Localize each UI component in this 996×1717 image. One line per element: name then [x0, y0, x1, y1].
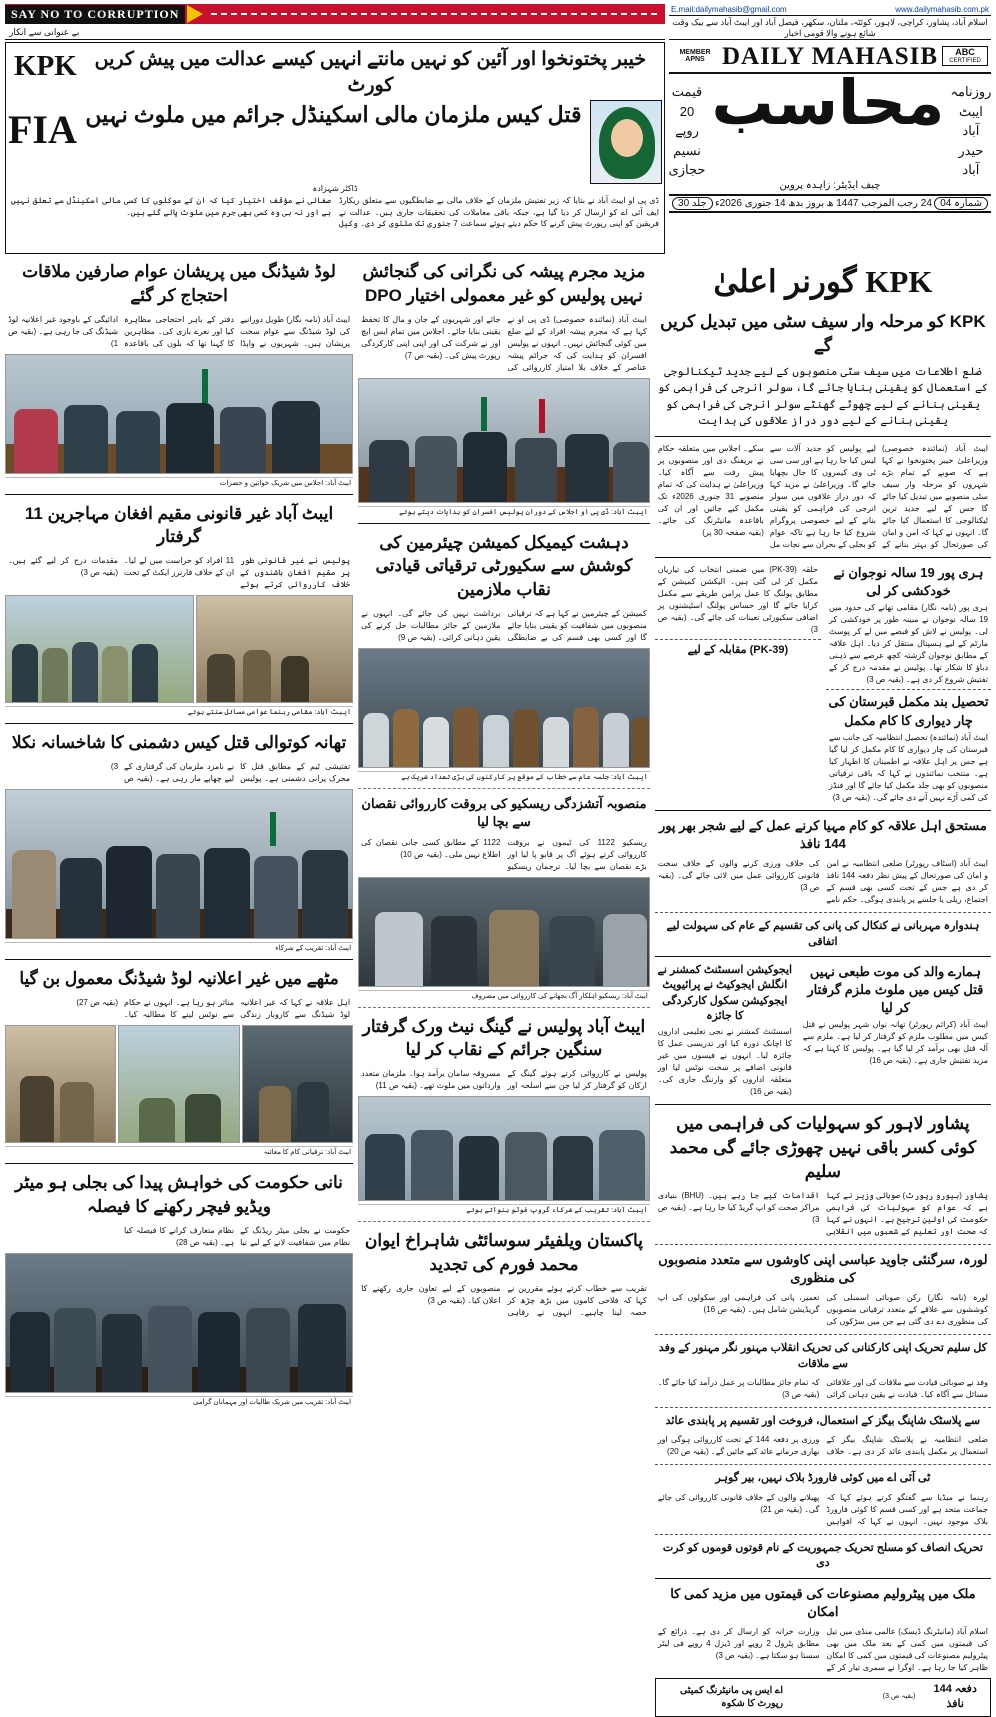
news7-body: ایبٹ آباد (کرائم رپورٹر) تھانہ نواں شہر پولیس نے قتل کیس میں مطلوب ملزم کو گرفتار کر لیا ہے۔ ملزم سے آلہ قتل بھی برآمد کر لیا گیا ہے۔ پولیس کا کہنا ہے کہ مزید تفتیش جاری ہے۔ (بقیہ ص 16)	[802, 1020, 988, 1066]
photo4-caption: ایبٹ آباد: تقریب کے شرکاء گروپ فوٹو بنواتے ہوئے	[358, 1204, 650, 1216]
banner-slogan: SAY NO TO CORRUPTION	[5, 5, 185, 24]
news3-body: ایبٹ آباد (نمائندہ) تحصیل انتظامیہ کی جانب سے قبرستان کی چار دیواری کا کام مکمل کر لیا گیا ہے جس پر اہل علاقہ نے اطمینان کا اظہار کیا ہے۔ منتخب نمائندوں نے کہا کہ باقی ترقیاتی منصوبوں کو بھی جلد مکمل کیا جائے گا اور فنڈز کی کمی آڑے نہیں آنے دی جائے گی۔ (بقیہ ص 3)	[829, 732, 988, 802]
photo-ceremony	[5, 1253, 353, 1393]
lead-headline-top: KPK خیبر پختونخوا اور آئین کو نہیں مانتے انہیں کیسے عدالت میں پیش کریں کورٹ	[8, 45, 662, 98]
colc-news1-title: لوڈ شیڈنگ میں پریشان عوام صارفین ملاقات احتجاج کر گئے	[22, 262, 336, 305]
website-label[interactable]: www.dailymahasib.com.pk	[895, 5, 989, 14]
photo-women-meeting	[5, 354, 353, 474]
colc-news3-body: تفتیشی ٹیم کے مطابق قتل کا محرک پرانی دشمنی ہے۔ پولیس نے نامزد ملزمان کی گرفتاری کے لیے چھاپے مار رہی ہے۔ (بقیہ ص 3)	[110, 762, 351, 784]
urdu-nameplate	[668, 66, 992, 180]
banner-subtext: بے عنوانی سے انکار	[5, 26, 665, 40]
news2-title: ہری پور 19 سالہ نوجوان نے خودکشی کر لی	[833, 564, 984, 599]
news7-title: ہمارے والد کی موت طبعی نہیں قتل کیس میں ملوث ملزم گرفتار کر لیا	[807, 963, 984, 1016]
photo-indoor-event	[5, 789, 353, 939]
apns-badge: MEMBER APNS	[679, 48, 711, 64]
colc-news3-title: تھانہ کوتوالی قتل کیس دشمنی کا شاخسانہ نکلا	[11, 733, 347, 753]
nameplate-side-left: روزنامہ ایبٹ آباد حیدر آباد	[950, 84, 992, 178]
masthead	[5, 4, 991, 254]
news15-title: ملک میں پیٹرولیم مصنوعات کی قیمتوں میں مزید کمی کا امکان	[670, 1585, 976, 1619]
lead-headline-row	[8, 100, 662, 184]
news15-body: اسلام آباد (مانیٹرنگ ڈیسک) عالمی منڈی میں تیل کی قیمتوں میں کمی کے بعد ملک میں بھی پیٹرولیم مصنوعات کی قیمتوں میں کمی کا امکان ظاہر کیا جا رہا ہے۔ اوگرا نے سمری تیار کر کے وزارت خزانہ کو ارسال کر دی ہے۔ ذرائع کے مطابق پٹرول 2 روپے اور ڈیزل 4 روپے فی لیٹر سستا ہو سکتا ہے۔ (بقیہ ص 3)	[657, 1626, 988, 1672]
news8-body: اسسٹنٹ کمشنر نے نجی تعلیمی اداروں کا اچانک دورہ کیا اور تدریسی عمل کا جائزہ لیا۔ انہوں نے فیسوں میں غیر قانونی اضافے پر سخت نوٹس لیا اور متعلقہ اداروں کو وارننگ جاری کی۔ (بقیہ ص 16)	[657, 1027, 792, 1097]
photo-row-site	[5, 1025, 353, 1143]
portrait-photo	[590, 100, 662, 184]
colc-news5-title: نانی حکومت کی خواہش پیدا کی بجلی ہو میٹر ویڈیو فیچر رکھنے کا فیصلہ	[15, 1173, 343, 1216]
fia-label: FIA	[8, 107, 77, 153]
colc-photo2-caption: ایبٹ آباد: مقامی رہنما عوامی مسائل سنتے ہوئے	[5, 706, 353, 718]
news2-extra: حلقہ (39-PK) میں ضمنی انتخاب کی تیاریاں مکمل کر لی گئی ہیں۔ الیکشن کمیشن کے مطابق پولنگ کا عمل پرامن طریقے سے مکمل کرایا جائے گا اور حساس پولنگ اسٹیشنوں پر اضافی سکیورٹی تعینات کی جائے گی۔ (بقیہ ص 3)	[657, 564, 818, 634]
masthead-nameplate	[669, 4, 991, 254]
colb-news4-body: پولیس نے کارروائی کرتے ہوئے گینگ کے ارکان کو گرفتار کر لیا جن سے اسلحہ اور مسروقہ سامان برآمد ہوا۔ ملزمان متعدد وارداتوں میں ملوث تھے۔ (بقیہ ص 11)	[361, 1069, 647, 1091]
main-headline: KPK گورنر اعلیٰ	[713, 264, 933, 299]
colb-news3-title: منصوبہ آتشزدگی ریسکیو کی بروقت کارروائی نقصان سے بچا لیا	[361, 796, 647, 830]
photo-dpo-meeting	[358, 378, 650, 503]
news5-title: ہندوارہ مہربانی نے کنکال کی پانی کی تقسیم کے عام کی سہولت لیے اتفاقی	[666, 920, 980, 948]
hijri-date: 24 رجب المرجب 1447 ھ	[826, 197, 932, 209]
photo3-caption: ایبٹ آباد: ریسکیو اہلکار آگ بجھانے کی کارروائی میں مصروف	[358, 990, 650, 1002]
issue-label: شمارہ 04	[934, 197, 988, 210]
main-subtitle: ضلع اطلاعات میں سیف سٹی منصوبوں کے لیے جدید ٹیکنالوجی کے استعمال کو یقینی بنایا جائے گا، سولر انرجی کی فراہمی کو یقینی بنانے کے لیے چھوٹے گھنٹے سولر انرجی کی فراہمی کو یقینی بنانے کے لیے دور دراز علاقوں کی ہدایت	[657, 365, 988, 428]
colc-news4-body: اہل علاقہ نے کہا کہ غیر اعلانیہ لوڈ شیڈنگ سے کاروبار زندگی متاثر ہو رہا ہے۔ انہوں نے حکام سے نوٹس لینے کا مطالبہ کیا۔ (بقیہ ص 27)	[76, 998, 351, 1020]
colc-photo1-caption: ایبٹ آباد: اجلاس میں شریک خواتین و حضرات	[5, 477, 353, 489]
lead-headline-box	[5, 42, 665, 254]
photo1-caption: ایبٹ آباد: ڈی پی او اجلاس کے دوران پولیس افسران کو ہدایات دیتے ہوئے	[358, 506, 650, 518]
content-grid	[5, 258, 991, 1711]
lead-headline-main: قتل کیس ملزمان مالی اسکینڈل جرائم میں ملوث نہیں	[85, 102, 582, 128]
top-lead-area	[5, 4, 665, 254]
english-title: DAILY MAHASIB	[721, 43, 939, 71]
nameplate-title: محاسب	[711, 66, 945, 140]
news14-title: تحریک انصاف کو مسلح تحریک جمہوریت کے نام قوتوں قوموں کو کرت دی	[662, 1541, 983, 1570]
banner-divider	[211, 13, 657, 15]
photo-site-3	[242, 1025, 353, 1143]
news12-title: سے پلاسٹک شاپنگ بیگز کے استعمال، فروخت اور تقسیم پر پابندی عائد	[665, 1415, 981, 1427]
main-body: ایبٹ آباد (نمائندہ خصوصی) وزیراعلیٰ خیبر پختونخوا نے کہا ہے کہ صوبے کے تمام بڑے شہروں کو مرحلہ وار سیف سٹی منصوبے میں تبدیل کیا جائے گا جس کے لیے جدید ترین ٹیکنالوجی کا استعمال کیا جائے گا۔ انہوں نے کہا کہ امن و امان کی صورتحال کو بہتر بنانے کے لیے پولیس کو جدید آلات سے لیس کیا جا رہا ہے اور سی سی ٹی وی کیمروں کا جال بچھایا جائے گا۔ وزیراعلیٰ نے مزید کہا کہ دور دراز علاقوں میں سولر انرجی کی فراہمی کو یقینی بنانے کے لیے خصوصی پروگرام شروع کیا جا رہا ہے تاکہ عوام کو بجلی کے بحران سے نجات مل سکے۔ اجلاس میں متعلقہ حکام نے بریفنگ دی اور منصوبوں پر پیش رفت سے آگاہ کیا۔ وزیراعلیٰ نے ہدایت کی کہ تمام منصوبے 31 جنوری 2026ء تک مکمل کیے جائیں اور ان کی باقاعدہ مانیٹرنگ کی جائے۔ (بقیہ صفحہ 30 پر)	[657, 443, 988, 549]
news2-body: ہری پور (نامہ نگار) مقامی تھانے کی حدود میں 19 سالہ نوجوان نے مبینہ طور پر خودکشی کر لی۔ پولیس نے لاش کو قبضے میں لے کر پوسٹ مارٹم کے لیے ہسپتال منتقل کر دیا۔ اہل علاقہ کے مطابق نوجوان گزشتہ کچھ عرصے سے ذہنی دباؤ کا شکار تھا۔ پولیس نے مقدمہ درج کر کے تفتیش شروع کر دی ہے۔ (بقیہ ص 3)	[829, 603, 988, 685]
colb-news2-body: کمیشن کے چیئرمین نے کہا ہے کہ ترقیاتی منصوبوں میں شفافیت کو یقینی بنایا جائے گا اور کسی بھی قسم کی بے ضابطگی برداشت نہیں کی جائے گی۔ انہوں نے ملازمین کے جائز مطالبات حل کرنے کی یقین دہانی کرائی۔ (بقیہ ص 9)	[361, 609, 647, 643]
photo-rescue-operation	[358, 877, 650, 987]
main-headline-sub: KPK کو مرحلہ وار سیف سٹی میں تبدیل کریں گے	[660, 312, 986, 356]
news13-title: ٹی آئی اے میں کوئی فارورڈ بلاک نہیں، بیر گوہر	[715, 1472, 931, 1485]
distribution-strip: اسلام آباد، پشاور، کراچی، لاہور، کوئٹہ، ملتان، سکھر، فیصل آباد اور ایبٹ آباد سے بیک وقت شائع ہونے والا قومی اخبار	[669, 16, 991, 40]
colc-photo5-caption: ایبٹ آباد: تقریب میں شریک طالبات اور مہمانان گرامی	[5, 1396, 353, 1408]
dateline	[669, 194, 991, 213]
lead-body-text: ڈی پی او ایبٹ آباد نے بتایا کہ زیر تفتیش ملزمان کے خلاف مالی بے ضابطگیوں سے متعلق ریکارڈ ایف آئی اے کو ارسال کر دیا گیا ہے، جبکہ باقی معاملات کی تحقیقات جاری ہیں۔ عدالت نے فریقین کو اپنی رپورٹ پیش کرنے کا حکم دیتے ہوئے سماعت 7 جنوری تک ملتوی کر دی۔ وکیل صفائی نے مؤقف اختیار کیا کہ ان کے موکلوں کا کسی مالی اسکینڈل سے تعلق نہیں ہے اور نہ ہی وہ کسی بھی جرم میں ملوث پائے گئے ہیں۔	[11, 196, 659, 229]
colc-news2-body: پولیس نے غیر قانونی طور پر مقیم افغان باشندوں کے خلاف کارروائی کرتے ہوئے 11 افراد کو حراست میں لے لیا۔ ان کے خلاف فارنرز ایکٹ کے تحت مقدمات درج کر لیے گئے ہیں۔ (بقیہ ص 3)	[8, 556, 351, 590]
news8-title: ایجوکیشن اسسٹنٹ کمشنر نے انگلش ایجوکیٹ نے پرائیویٹ ایجوکیشن سکول کارکردگی کا جائزہ	[657, 963, 793, 1023]
photo-village-scene	[196, 595, 353, 703]
news9-body: پشاور (بیورو رپورٹ) صوبائی وزیر نے کہا ہے کہ عوام کو سہولیات کی فراہمی حکومت کی اولین ترجیح ہے۔ انہوں نے کہا کہ صحت اور تعلیم کے شعبوں میں انقلابی اقدامات کیے جا رہے ہیں۔ (BHU) بنیادی مراکز صحت کو اپ گریڈ کیا جا رہا ہے۔ (بقیہ ص 3)	[657, 1190, 988, 1236]
photo-outdoor-meeting	[5, 595, 194, 703]
colc-news4-title: مٹھے میں غیر اعلانیہ لوڈ شیڈنگ معمول بن گیا	[19, 969, 339, 989]
photo2-caption: ایبٹ آباد: جلسہ عام سے خطاب کے موقع پر کارکنوں کی بڑی تعداد شریک ہے	[358, 771, 650, 783]
news4-body: ایبٹ آباد (اسٹاف رپورٹر) ضلعی انتظامیہ نے امن و امان کی صورتحال کے پیش نظر دفعہ 144 نافذ کر دی ہے جس کے تحت کسی بھی قسم کے اجتماع، ریلی یا جلسے پر پابندی ہوگی۔ حکم نامے کی خلاف ورزی کرنے والوں کے خلاف سخت قانونی کارروائی عمل میں لائی جائے گی۔ (بقیہ ص 3)	[657, 859, 988, 905]
anticorruption-banner	[5, 4, 665, 24]
news16-body: (بقیہ ص 3)	[882, 1693, 916, 1701]
kpk-label: KPK	[14, 50, 77, 82]
section-144-box	[655, 1678, 991, 1717]
photo-site-1	[5, 1025, 116, 1143]
photo-group-photo	[358, 1096, 650, 1201]
photo-site-2	[118, 1025, 240, 1143]
gregorian-date: بروز بدھ 14 جنوری 2026ء	[714, 197, 825, 209]
column-b	[358, 258, 650, 1618]
abc-badge: ABC CERTIFIED	[942, 46, 988, 66]
portrait-caption: ڈاکٹر شہزادہ	[312, 184, 358, 194]
photo-public-gathering	[358, 648, 650, 768]
arrow-icon	[187, 5, 203, 23]
news12-body: ضلعی انتظامیہ نے پلاسٹک شاپنگ بیگز کے استعمال پر مکمل پابندی عائد کر دی ہے۔ خلاف ورزی پر دفعہ 144 کے تحت کارروائی ہوگی اور بھاری جرمانے عائد کیے جائیں گے۔ (بقیہ ص 20)	[657, 1435, 988, 1457]
colb-news1-body: ایبٹ آباد (نمائندہ خصوصی) ڈی پی او نے کہا ہے کہ مجرم پیشہ افراد کے لیے ضلع میں کوئی گنجائش نہیں۔ انہوں نے پولیس افسران کو ہدایت کی کہ جرائم پیشہ عناصر کے خلاف بلا امتیاز کارروائی کی جائے اور شہریوں کے جان و مال کا تحفظ یقینی بنایا جائے۔ اجلاس میں تمام ایس ایچ اوز نے شرکت کی اور اپنی اپنی کارکردگی رپورٹ پیش کی۔ (بقیہ ص 7)	[361, 314, 647, 372]
news11-title: کل سلیم تحریک اپنی کارکنانی کی تحریک انقلاب مہنور نگر مہنور کے وفد سے ملاقات	[658, 1342, 987, 1370]
news9-title: پشاور لاہور کو سہولیات کی فراہمی میں کوئی کسر باقی نہیں چھوڑی جائے گی محمد سلیم	[669, 1114, 977, 1182]
colc-news1-body: ایبٹ آباد (نامہ نگار) طویل دورانیے کی لوڈ شیڈنگ سے عوام سخت پریشان ہیں۔ شہریوں نے واپڈا دفتر کے باہر احتجاجی مظاہرہ کیا اور نعرے بازی کی۔ مظاہرین کا کہنا تھا کہ بلوں کی باقاعدہ ادائیگی کے باوجود غیر اعلانیہ لوڈ شیڈنگ کی جا رہی ہے۔ (بقیہ ص 1)	[8, 314, 351, 348]
volume-label: جلد 30	[672, 197, 713, 210]
colb-news5-body: تقریب سے خطاب کرتے ہوئے مقررین نے کہا کہ فلاحی کاموں میں بڑھ چڑھ کر حصہ لینا چاہیے۔ انہوں نے رفاہی منصوبوں کے لیے تعاون جاری رکھنے کا اعلان کیا۔ (بقیہ ص 3)	[361, 1283, 647, 1317]
contact-bar	[669, 4, 991, 16]
colb-news4-title: ایبٹ آباد پولیس نے گینگ نیٹ ورک گرفتار سنگین جرائم کے نقاب کر لیا	[362, 1016, 646, 1060]
colc-photo4-caption: ایبٹ آباد: ترقیاتی کام کا معائنہ	[5, 1146, 353, 1158]
chief-editor-label: چیف ایڈیٹر: زاہدہ پروین	[779, 179, 881, 191]
box144-label: دفعہ 144 نافذ	[933, 1682, 977, 1711]
news3-title: تحصیل بند مکمل قبرستان کی چار دیواری کا کام مکمل	[828, 694, 989, 728]
news10-title: لورہ، سرگنئی جاوید عباسی اپنی کاوشوں سے متعدد منصوبوں کی منظوری	[658, 1251, 988, 1286]
news4-title: مستحق اہل علاقہ کو کام مہیا کرنے عمل کے لیے شجر بھر پور 144 نافذ	[658, 817, 987, 851]
news10-body: لورہ (نامہ نگار) رکن صوبائی اسمبلی کی کوششوں سے علاقے کے متعدد ترقیاتی منصوبوں کی منظوری دے دی گئی ہے جن میں سڑکوں کی تعمیر، پانی کی فراہمی اور سکولوں کی اپ گریڈیشن شامل ہیں۔ (بقیہ ص 16)	[657, 1293, 988, 1327]
colb-news5-title: پاکستان ویلفیئر سوسائٹی شاہراخ ایوان محمد فورم کی تجدید	[364, 1231, 643, 1275]
photo-row-outdoor	[5, 595, 353, 703]
colc-photo3-caption: ایبٹ آباد: تقریب کے شرکاء	[5, 942, 353, 954]
email-label[interactable]: E.mail:dailymahasib@gmail.com	[671, 5, 787, 14]
colc-news2-title: ایبٹ آباد غیر قانونی مقیم افغان مہاجرین 11 گرفتار	[24, 503, 334, 547]
news13-body: رہنما نے میڈیا سے گفتگو کرتے ہوئے کہا کہ جماعت متحد ہے اور کسی قسم کا کوئی فارورڈ بلاک موجود نہیں۔ انہوں نے کہا کہ افواہیں پھیلانے والوں کے خلاف قانونی کارروائی کی جائے گی۔ (بقیہ ص 21)	[657, 1492, 988, 1526]
colb-news2-title: دہشت کیمیکل کمیشن چیئرمین کی کوشش سے سکیورٹی ترقیاتی قیادتی نقاب ملازمین	[375, 532, 633, 600]
news6-title: (39-PK) مقابلہ کے لیے	[687, 643, 789, 656]
colb-news1-title: مزید مجرم پیشہ کی نگرانی کی گنجائش نہیں پولیس کو غیر معمولی اختیار DPO	[362, 262, 646, 305]
colb-news3-body: ریسکیو 1122 کی ٹیموں نے بروقت کارروائی کرتے ہوئے آگ پر قابو پا لیا اور بڑے نقصان سے بچا لیا۔ ترجمان ریسکیو 1122 کے مطابق کسی جانی نقصان کی اطلاع نہیں ملی۔ (بقیہ ص 10)	[361, 837, 647, 871]
column-left	[5, 258, 353, 1618]
news11-body: وفد نے صوبائی قیادت سے ملاقات کی اور علاقائی مسائل سے آگاہ کیا۔ قیادت نے یقین دہانی کرائی کہ تمام جائز مطالبات پر عمل درآمد کیا جائے گا۔ (بقیہ ص 3)	[657, 1378, 988, 1399]
colc-news5-body: حکومت نے بجلی میٹر ریڈنگ کے نظام میں شفافیت لانے کے لیے نیا نظام متعارف کرانے کا فیصلہ کیا ہے۔ (بقیہ ص 28)	[124, 1225, 351, 1247]
news16-title: اے ایس پی مانیٹرنگ کمیٹی رپورٹ کا شکوہ	[679, 1685, 784, 1710]
nameplate-side-right: قیمت 20 روپے نسیم حجازی	[668, 84, 706, 178]
column-main	[655, 258, 991, 1711]
